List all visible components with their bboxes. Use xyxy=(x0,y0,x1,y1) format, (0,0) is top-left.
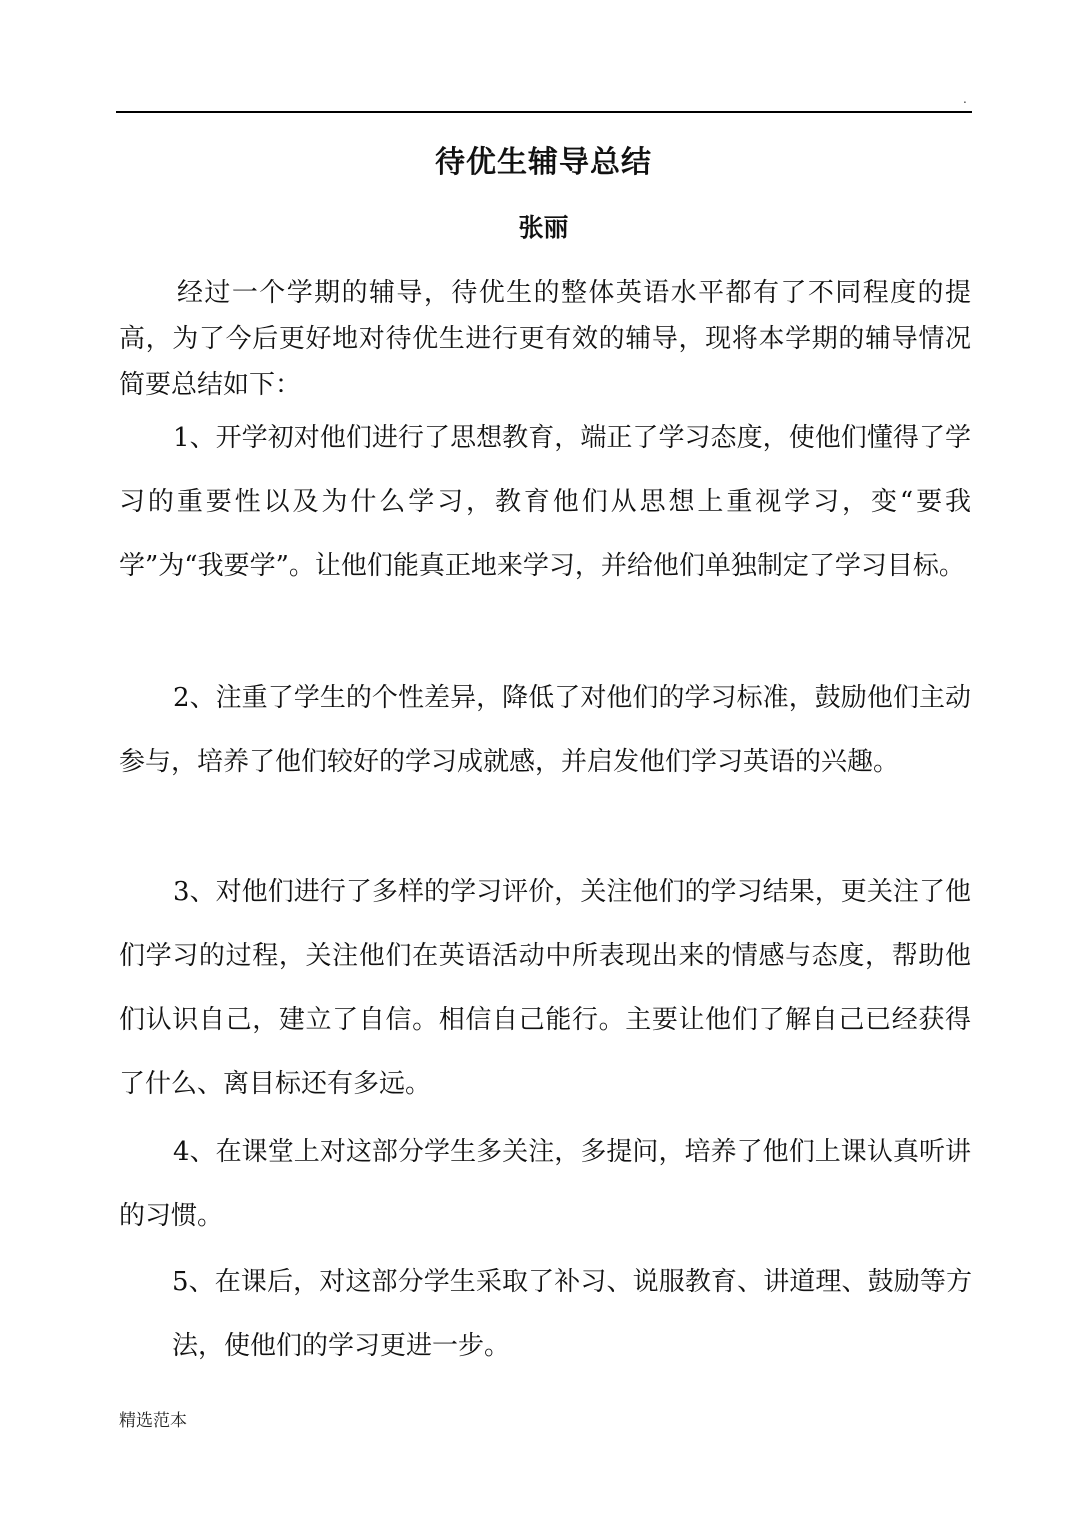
intro-paragraph: 经过一个学期的辅导，待优生的整体英语水平都有了不同程度的提高，为了今后更好地对待优生进行更有效的辅导，现将本学期的辅导情况简要总结如下： xyxy=(119,278,971,400)
list-item-5: 5、在课后，对这部分学生采取了补习、说服教育、讲道理、鼓励等方法，使他们的学习更进一步。 xyxy=(172,1267,972,1361)
footer-label: 精选范本 xyxy=(119,1411,187,1431)
list-item-1: 1、开学初对他们进行了思想教育，端正了学习态度，使他们懂得了学习的重要性以及为什么学习，教育他们从思想上重视学习，变“要我学”为“我要学”。让他们能真正地来学习，并给他们单独制定了学习目标。 xyxy=(119,423,971,581)
list-item-2: 2、注重了学生的个性差异，降低了对他们的学习标准，鼓励他们主动参与，培养了他们较好的学习成就感，并启发他们学习英语的兴趣。 xyxy=(119,683,971,777)
document-title: 待优生辅导总结 xyxy=(435,145,652,180)
document-author: 张丽 xyxy=(518,213,569,242)
list-item-3: 3、对他们进行了多样的学习评价，关注他们的学习结果，更关注了他们学习的过程，关注他们在英语活动中所表现出来的情感与态度，帮助他们认识自己，建立了自信。相信自己能行。主要让他们了解自己已经获得了什么、离目标还有多远。 xyxy=(119,877,971,1099)
header-rule xyxy=(116,111,972,113)
list-item-4: 4、在课堂上对这部分学生多关注，多提问，培养了他们上课认真听讲的习惯。 xyxy=(119,1137,971,1231)
header-mark: . xyxy=(963,92,967,106)
